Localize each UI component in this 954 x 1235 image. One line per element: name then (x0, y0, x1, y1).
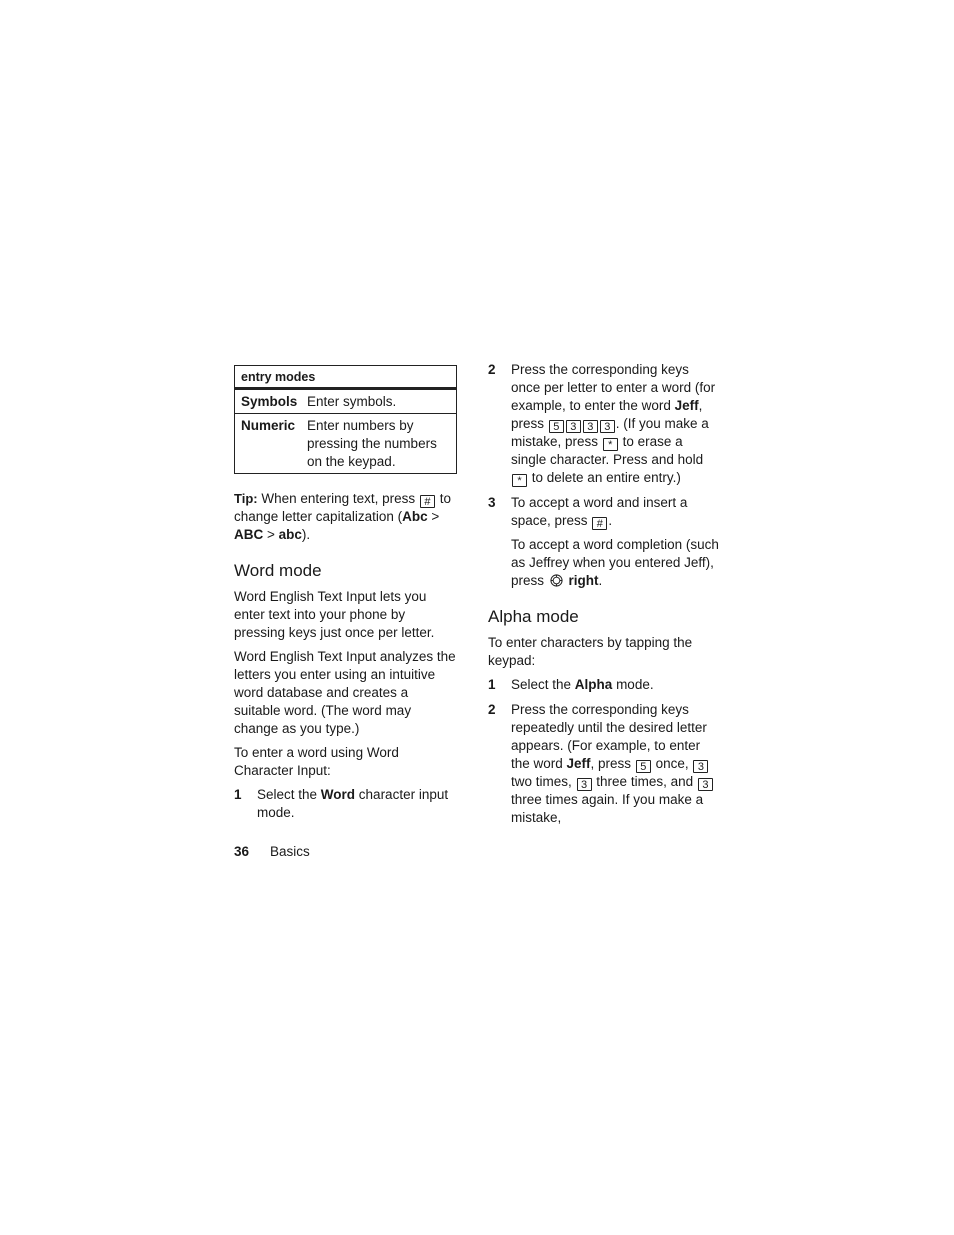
tip-text: to change letter capitalization ( (234, 491, 451, 524)
step-number: 1 (488, 677, 496, 692)
word-mode-heading: Word mode (234, 561, 322, 580)
star-key-icon: * (603, 438, 618, 451)
step-text: Press the corresponding keys repeatedly until the desired letter appears. (For example, to enter the word (511, 702, 707, 771)
step-text: . (If you make a mistake, press (511, 416, 709, 449)
key-3-icon: 3 (693, 760, 708, 773)
tip-text: When entering text, press (261, 491, 416, 506)
separator: > (427, 509, 440, 524)
page-number: 36 (234, 844, 250, 859)
entry-modes-table (234, 365, 457, 474)
step-number: 2 (488, 702, 496, 717)
table-header: entry modes (235, 366, 457, 389)
key-3-icon: 3 (600, 420, 615, 433)
step-text: Press the corresponding keys once per letter to enter a word (for example, to enter the word (511, 362, 716, 413)
key-3-icon: 3 (566, 420, 581, 433)
example-word: Jeff (674, 398, 699, 413)
word-mode-paragraph: To enter a word using Word Character Input: (234, 745, 399, 778)
alpha-step-1 (488, 676, 720, 694)
tip-paragraph (234, 490, 458, 544)
step-text: mode. (612, 677, 654, 692)
section-name: Basics (270, 844, 310, 859)
page-footer (234, 843, 310, 861)
step-text: To accept a word completion (such as Jeffrey when you entered Jeff), press (511, 537, 719, 588)
key-3-icon: 3 (577, 778, 592, 791)
word-mode-paragraph: Word English Text Input analyzes the letters you enter using an intuitive word database and creates a suitable word. (The word may change as you type.) (234, 649, 456, 736)
step-number: 2 (488, 362, 496, 377)
step-text: Select the (257, 787, 321, 802)
alpha-option: Alpha (574, 677, 613, 692)
nav-key-icon (550, 574, 563, 587)
mode-term: Symbols (235, 389, 302, 414)
tip-label: Tip: (234, 491, 258, 506)
step-text: three times again. If you make a mistake, (511, 792, 704, 825)
step-text: , press (511, 398, 703, 431)
separator: > (263, 527, 279, 542)
alpha-step-2 (488, 701, 720, 827)
step-text: To accept a word and insert a space, press (511, 495, 688, 528)
step-text: character input mode. (257, 787, 449, 820)
table-row (235, 389, 457, 414)
direction-label: right (568, 573, 599, 588)
option-lower-abc: abc (278, 527, 302, 542)
key-3-icon: 3 (698, 778, 713, 791)
key-5-icon: 5 (549, 420, 564, 433)
key-3-icon: 3 (583, 420, 598, 433)
step-text: two times, (511, 774, 572, 789)
mode-description: Enter symbols. (301, 389, 457, 414)
step-text: Select the (511, 677, 575, 692)
example-word: Jeff (566, 756, 591, 771)
alpha-mode-paragraph: To enter characters by tapping the keypad: (488, 635, 693, 668)
alpha-mode-heading: Alpha mode (488, 607, 579, 626)
step-number: 1 (234, 787, 242, 802)
step-subparagraph (511, 536, 720, 590)
option-abc: Abc (402, 509, 428, 524)
word-step-1 (234, 786, 458, 822)
pound-key-icon: # (420, 495, 435, 508)
step-text: to erase a single character. Press and hold (511, 434, 704, 467)
step-text: three times, and (596, 774, 694, 789)
step-text: . (598, 573, 603, 588)
option-ABC: ABC (234, 527, 264, 542)
mode-description: Enter numbers by pressing the numbers on the keypad. (301, 414, 457, 474)
key-5-icon: 5 (636, 760, 651, 773)
step-text: to delete an entire entry.) (531, 470, 681, 485)
left-column (234, 365, 458, 829)
word-step-2 (488, 361, 720, 487)
mode-term: Numeric (235, 414, 302, 474)
tip-text: ). (301, 527, 311, 542)
word-step-3 (488, 494, 720, 590)
step-text: once, (655, 756, 689, 771)
table-row (235, 414, 457, 474)
step-number: 3 (488, 495, 496, 510)
right-column (488, 361, 720, 834)
star-key-icon: * (512, 474, 527, 487)
word-option: Word (320, 787, 356, 802)
step-text: . (608, 513, 613, 528)
step-text: , press (590, 756, 632, 771)
word-mode-paragraph: Word English Text Input lets you enter text into your phone by pressing keys just once per letter. (234, 589, 435, 640)
pound-key-icon: # (592, 517, 607, 530)
